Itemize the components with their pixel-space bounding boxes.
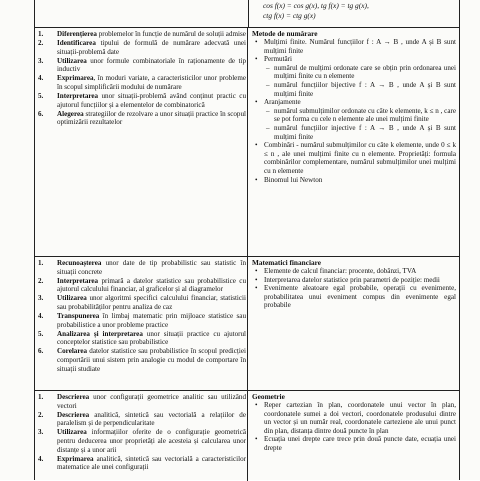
objective-item: [35, 30, 246, 39]
objective-number: 4.: [38, 74, 44, 83]
objective-text: tipului de formulă de numărare adecvată unei situații-problemă date: [57, 39, 246, 56]
objective-number: 6.: [38, 109, 44, 118]
objective-keyword: Descrierea: [57, 393, 90, 401]
objective-number: 5.: [38, 92, 44, 101]
previous-row-formula-cell: [248, 0, 460, 27]
content-item: • Elemente de calcul financiar: procente, dobânzi, TVA: [248, 267, 459, 276]
objective-item: [35, 455, 246, 472]
objective-number: 5.: [38, 329, 44, 338]
objective-text: analitică, sintetică sau vectorială a relațiilor de paralelism și de perpendicularitate: [57, 410, 246, 428]
objective-number: 4.: [38, 312, 44, 321]
objective-keyword: Descrierea: [57, 410, 90, 419]
objective-text: unor date de tip probabilistic sau statistic în situații concrete: [57, 259, 246, 276]
objective-number: 2.: [38, 39, 44, 48]
content-cell: [248, 28, 459, 256]
objective-keyword: Identificarea: [57, 39, 96, 48]
objective-text: datelor statistice sau probabilistice în scopul predicției comportării unui sistem prin analogie cu modul de comportare în situații studiate: [57, 347, 246, 373]
objective-keyword: Transpunerea: [57, 312, 100, 321]
objective-text: unor situații practice cu ajutorul conceptelor statistice sau probabilistice: [57, 329, 246, 347]
content-item: • Binomul lui Newton: [248, 176, 459, 185]
objective-item: [35, 428, 246, 454]
objectives-cell: [35, 393, 246, 481]
objective-text: unor formule combinatoriale în raționamente de tip inductiv: [57, 56, 246, 74]
content-subitem: – numărul submulțimilor ordonate cu câte k elemente, k ≤ n , care se pot forma cu cele n elemente ale unei mulțimi finite: [248, 107, 459, 124]
objective-item: [35, 393, 246, 410]
curriculum-table: [34, 0, 460, 480]
objective-number: 6.: [38, 347, 44, 356]
formula-line-2: ctg f(x) = ctg g(x): [263, 10, 316, 20]
objectives-cell: [35, 259, 246, 390]
objective-number: 2.: [38, 276, 44, 285]
objective-keyword: Recunoașterea: [57, 259, 102, 267]
table-row: [35, 27, 459, 257]
objective-number: 1.: [38, 30, 44, 38]
objective-item: [35, 74, 246, 91]
objective-text: unor situații-problemă având conținut practic cu ajutorul funcțiilor și a elementelor de combinatorică: [57, 92, 246, 109]
content-subitem: – numărul funcțiilor injective f : A → B , unde A și B sunt mulțimi finite: [248, 124, 459, 141]
objective-item: [35, 277, 246, 294]
objective-item: [35, 259, 246, 276]
objective-keyword: Exprimarea: [57, 454, 94, 463]
objective-keyword: Utilizarea: [57, 428, 87, 437]
objective-keyword: Interpretarea: [57, 276, 99, 285]
objective-item: [35, 347, 246, 373]
content-subitem: – numărul de mulțimi ordonate care se obțin prin ordonarea unei mulțimi finite cu n elemente: [248, 64, 459, 81]
objective-item: [35, 312, 246, 329]
content-item: • Permutări: [248, 55, 459, 64]
objective-number: 1.: [38, 259, 44, 267]
content-item: • Aranjamente: [248, 98, 459, 107]
objective-number: 4.: [38, 454, 44, 463]
objective-keyword: Utilizarea: [57, 294, 87, 303]
objective-text: problemelor în funcție de numărul de soluții admise: [96, 30, 246, 38]
objective-item: [35, 92, 246, 109]
objective-keyword: Exprimarea: [57, 74, 94, 83]
table-row: [35, 256, 459, 391]
content-item: • Ecuația unei drepte care trece prin două puncte date, ecuația unei drepte: [248, 435, 459, 452]
content-cell: [248, 391, 459, 481]
objective-text: strategiilor de rezolvare a unor situații practice în scopul optimizării rezultatelor: [57, 109, 246, 127]
objective-text: primară a datelor statistice sau probabilistice cu ajutorul calculului financiar, al graficelor și al diagramelor: [57, 276, 246, 294]
objective-text: , în moduri variate, a caracteristicilor unor probleme în scopul simplificării modului de numărare: [57, 74, 246, 92]
objective-keyword: Interpretarea: [57, 92, 99, 101]
objective-keyword: Alegerea: [57, 109, 84, 118]
section-title: Matematici financiare: [252, 258, 321, 267]
objective-number: 1.: [38, 393, 44, 401]
content-item: • Evenimente aleatoare egal probabile, operații cu evenimente, probabilitatea unui eveniment compus din evenimente egal probabile: [248, 284, 459, 310]
objective-text: informațiilor oferite de o configurație geometrică pentru deducerea unor proprietăți ale acesteia și calcularea unor distanțe și a unor arii: [57, 428, 246, 454]
objective-text: unor algoritmi specifici calculului financiar, statisticii sau probabilităților pentru analiza de caz: [57, 294, 246, 311]
section-title: Metode de numărare: [252, 29, 318, 38]
formula-line-1: cos f(x) = cos g(x), tg f(x) = tg g(x),: [263, 1, 369, 10]
content-item: • Reper cartezian în plan, coordonatele unui vector în plan, coordonatele sumei a doi vectori, coordonatele produsului dintre un vector și un număr real, coordonatele carteziene ale unui punct din plan, distanța dintre două puncte în plan: [248, 401, 459, 435]
content-subitem: – numărul funcțiilor bijective f : A → B , unde A și B sunt mulțimi finite: [248, 81, 459, 98]
objective-number: 3.: [38, 428, 44, 437]
section-title: Geometrie: [252, 392, 285, 401]
objective-item: [35, 57, 246, 74]
content-cell: [248, 257, 459, 390]
table-row: [35, 390, 459, 481]
objectives-cell: [35, 30, 246, 256]
objective-keyword: Analizarea și interpretarea: [57, 329, 143, 338]
objective-number: 3.: [38, 294, 44, 303]
content-item: • Mulțimi finite. Numărul funcțiilor f : A → B , unde A și B sunt mulțimi finite: [248, 38, 459, 55]
objective-keyword: Corelarea: [57, 347, 88, 356]
objective-number: 2.: [38, 410, 44, 419]
objective-item: [35, 110, 246, 127]
objective-item: [35, 411, 246, 428]
objective-item: [35, 294, 246, 311]
objective-item: [35, 330, 246, 347]
content-item: • Interpretarea datelor statistice prin parametri de poziție: medii: [248, 276, 459, 285]
objective-number: 3.: [38, 56, 44, 65]
objective-item: [35, 39, 246, 56]
content-item: • Combinări - numărul submulțimilor cu câte k elemente, unde 0 ≤ k ≤ n , ale unei mulțimi finite cu n elemente. Proprietăți: formula combinărilor complementare, numărul submulțimilor unei mulțimi cu n elemente: [248, 141, 459, 175]
objective-keyword: Utilizarea: [57, 56, 87, 65]
objective-text: analitică, sintetică sau vectorială a caracteristicilor matematice ale unei configurații: [57, 454, 246, 472]
objective-keyword: Diferențierea: [57, 30, 97, 38]
objective-text: unor configurații geometrice analitic sau utilizând vectori: [57, 393, 246, 410]
objective-text: în limbaj matematic prin mijloace statistice sau probabilistice a unor probleme practice: [57, 312, 246, 329]
